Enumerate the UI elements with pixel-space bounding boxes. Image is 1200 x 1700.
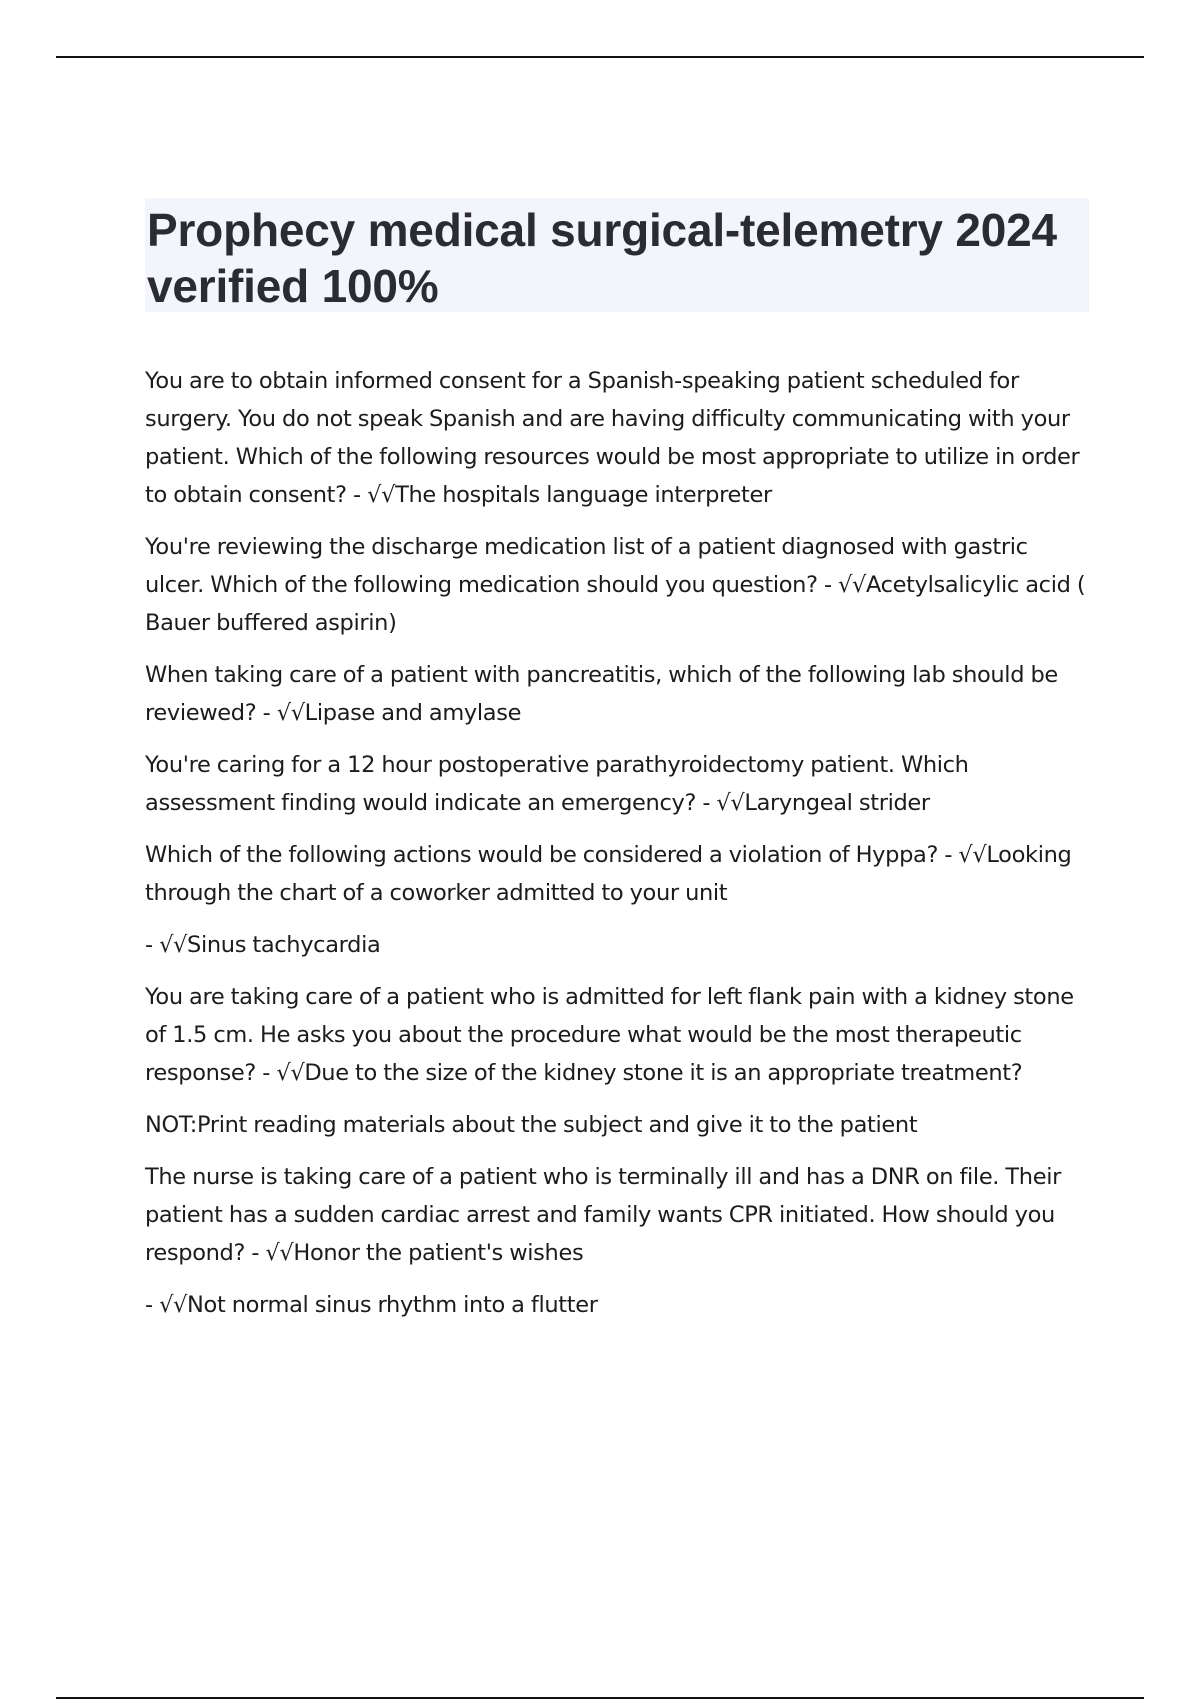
question-answer-paragraph: The nurse is taking care of a patient who is terminally ill and has a DNR on file. Their patient has a sudden cardiac arrest and family wants CPR initiated. How should you respond? - √√Honor the patient's wishes [145,1164,1062,1266]
note-paragraph: NOT:Print reading materials about the subject and give it to the patient [145,1112,918,1138]
answer-only-paragraph: - √√Not normal sinus rhythm into a flutter [145,1292,598,1318]
question-answer-paragraph: You are to obtain informed consent for a Spanish-speaking patient scheduled for surgery. You do not speak Spanish and are having difficulty communicating with your patient. Which of the following resources would be most appropriate to utilize in order to obtain consent? - √√The hospitals language interpreter [145,368,1080,508]
title-block [145,198,1089,312]
document-body [145,362,1089,1338]
question-answer-paragraph: When taking care of a patient with pancreatitis, which of the following lab should be reviewed? - √√Lipase and amylase [145,662,1058,726]
question-answer-paragraph: You're caring for a 12 hour postoperative parathyroidectomy patient. Which assessment finding would indicate an emergency? - √√Laryngeal strider [145,752,969,816]
document-title: Prophecy medical surgical-telemetry 2024 verified 100% [147,204,1057,312]
question-answer-paragraph: Which of the following actions would be considered a violation of Hyppa? - √√Looking through the chart of a coworker admitted to your unit [145,842,1072,906]
question-answer-paragraph: You are taking care of a patient who is admitted for left flank pain with a kidney stone of 1.5 cm. He asks you about the procedure what would be the most therapeutic response? - √√Due to the size of the kidney stone it is an appropriate treatment? [145,984,1074,1086]
top-divider [56,56,1144,58]
answer-only-paragraph: - √√Sinus tachycardia [145,932,381,958]
question-answer-paragraph: You're reviewing the discharge medication list of a patient diagnosed with gastric ulcer. Which of the following medication should you question? - √√Acetylsalicylic acid ( Bauer buffered aspirin) [145,534,1086,636]
bottom-divider [56,1697,1144,1699]
